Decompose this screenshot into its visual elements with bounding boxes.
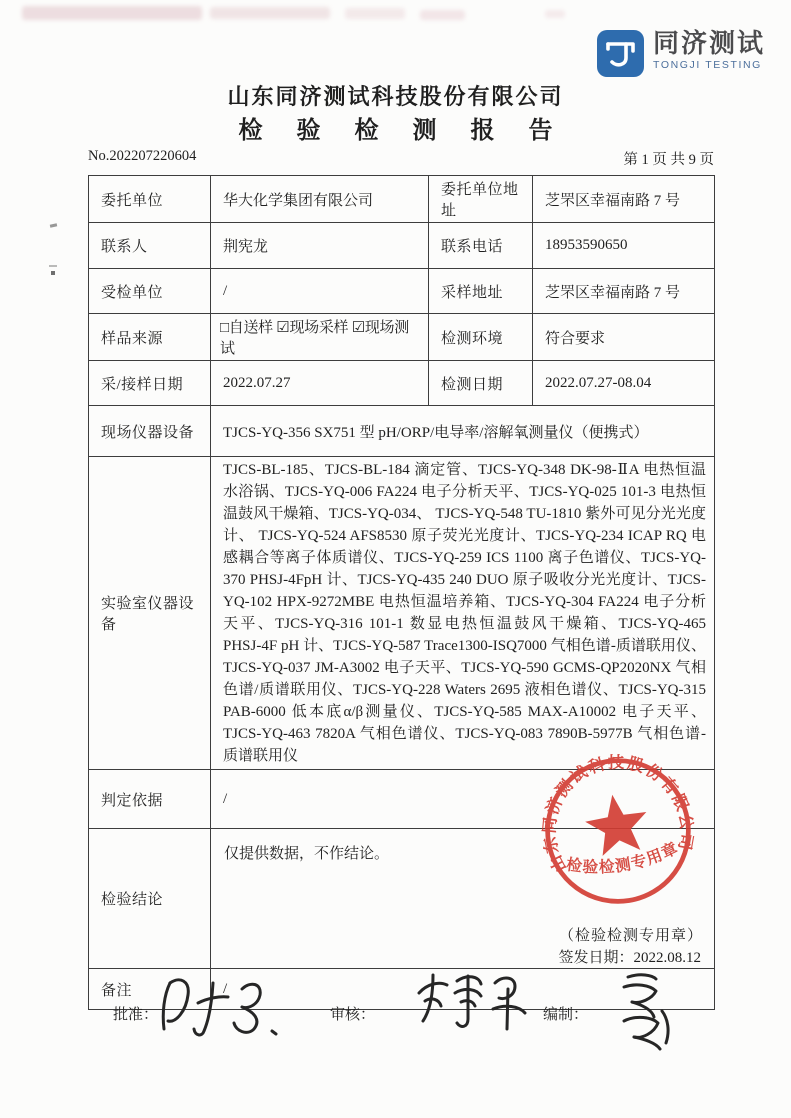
issue-date: 签发日期：2022.08.12 [558, 950, 701, 966]
test-date-value: 2022.07.27-08.04 [533, 361, 715, 406]
approver-signature [154, 973, 299, 1045]
client-address-value: 芝罘区幸福南路 7 号 [533, 176, 715, 223]
logo-name-en: TONGJI TESTING [653, 59, 762, 71]
scan-smudge [345, 8, 405, 19]
tongji-logo-icon [597, 30, 644, 77]
company-stamp [534, 747, 702, 915]
sample-source-label: 样品来源 [89, 314, 211, 361]
client-value: 华大化学集团有限公司 [211, 176, 429, 223]
scan-mark [50, 223, 57, 227]
stamp-ring-text: 山东同济测试科技股份有限公司 [540, 753, 696, 876]
stamp-star-icon [582, 790, 652, 858]
scan-smudge [545, 10, 565, 18]
scan-smudge [22, 6, 202, 20]
row-contact [89, 223, 715, 269]
row-sampling-date [89, 361, 715, 406]
signature-row [88, 985, 728, 1060]
inspected-unit-label: 受检单位 [89, 269, 211, 314]
report-title: 检 验 检 测 报 告 [238, 118, 567, 144]
lab-equipment-label: 实验室仪器设备 [89, 457, 211, 770]
sample-source-value: □自送样 ☑现场采样 ☑现场测试 [211, 314, 429, 361]
test-date-label: 检测日期 [429, 361, 533, 406]
report-number: No.202207220604 [88, 148, 197, 164]
phone-label: 联系电话 [429, 223, 533, 269]
tongji-logo [597, 30, 765, 77]
stamp-banner-text: 检验检测专用章 [565, 839, 682, 877]
reviewer-signature [413, 969, 538, 1039]
review-label: 审核： [330, 1007, 376, 1023]
contact-value: 荆宪龙 [211, 223, 429, 269]
conclusion-label: 检验结论 [89, 829, 211, 969]
field-equipment-value: TJCS-YQ-356 SX751 型 pH/ORP/电导率/溶解氧测量仪（便携式） [211, 406, 715, 457]
row-sample-source [89, 314, 715, 361]
row-inspected-unit [89, 269, 715, 314]
meta-row [88, 148, 714, 169]
remark-value: / [211, 969, 715, 1010]
prepare-label: 编制： [543, 1007, 589, 1023]
company-title: 山东同济测试科技股份有限公司 [227, 84, 564, 109]
environment-value: 符合要求 [533, 314, 715, 361]
scan-mark [49, 265, 57, 267]
sampling-address-label: 采样地址 [429, 269, 533, 314]
judgment-basis-label: 判定依据 [89, 770, 211, 829]
stamp-note: （检验检测专用章） [558, 928, 703, 944]
page-indicator: 第 1 页 共 9 页 [623, 152, 714, 168]
sampling-address-value: 芝罘区幸福南路 7 号 [533, 269, 715, 314]
scan-smudge [210, 7, 330, 19]
row-client [89, 176, 715, 223]
remark-label: 备注 [89, 969, 211, 1010]
judgment-basis-value: / [211, 770, 715, 829]
field-equipment-label: 现场仪器设备 [89, 406, 211, 457]
scan-smudge [420, 10, 465, 20]
lab-equipment-value: TJCS-BL-185、TJCS-BL-184 滴定管、TJCS-YQ-348 DK-98-ⅡA 电热恒温水浴锅、TJCS-YQ-006 FA224 电子分析天平、TJCS-YQ-025 101-3 电热恒温鼓风干燥箱、TJCS-YQ-034、 TJCS-YQ-548 TU-1810 紫外可见分光光度计、 TJCS-YQ-524 AFS8530 原子荧光光度计、TJCS-YQ-234 ICAP RQ 电感耦合等离子体质谱仪、TJCS-YQ-259 ICS 1100 离子色谱仪、TJCS-YQ-370 PHSJ-4FpH 计、TJCS-YQ-435 240 DUO 原子吸收分光光度计、TJCS-YQ-102 HPX-9272MBE 电热恒温培养箱、TJCS-YQ-304 FA224 电子分析天平、TJCS-YQ-316 101-1 数显电热恒温鼓风干燥箱、TJCS-YQ-465 PHSJ-4F pH 计、TJCS-YQ-587 Trace1300-ISQ7000 气相色谱-质谱联用仪、TJCS-YQ-037 JM-A3002 电子天平、TJCS-YQ-590 GCMS-QP2020NX 气相色谱/质谱联用仪、TJCS-YQ-228 Waters 2695 液相色谱仪、TJCS-YQ-315 PAB-6000 低本底α/β测量仪、TJCS-YQ-585 MAX-A10002 电子天平、TJCS-YQ-463 7820A 气相色谱仪、TJCS-YQ-083 7890B-5977B 气相色谱-质谱联用仪 [211, 457, 715, 770]
phone-value: 18953590650 [533, 223, 715, 269]
sampling-date-label: 采/接样日期 [89, 361, 211, 406]
preparer-signature [610, 971, 682, 1051]
logo-name-cn: 同济测试 [653, 28, 766, 58]
client-label: 委托单位 [89, 176, 211, 223]
inspected-unit-value: / [211, 269, 429, 314]
sampling-date-value: 2022.07.27 [211, 361, 429, 406]
svg-text:检验检测专用章 [562, 837, 683, 883]
contact-label: 联系人 [89, 223, 211, 269]
scan-mark [51, 271, 55, 275]
row-lab-equipment [89, 457, 715, 770]
environment-label: 检测环境 [429, 314, 533, 361]
approve-label: 批准： [113, 1007, 159, 1023]
client-address-label: 委托单位地址 [429, 176, 533, 223]
conclusion-text: 仅提供数据，不作结论。 [224, 846, 390, 862]
row-field-equipment [89, 406, 715, 457]
